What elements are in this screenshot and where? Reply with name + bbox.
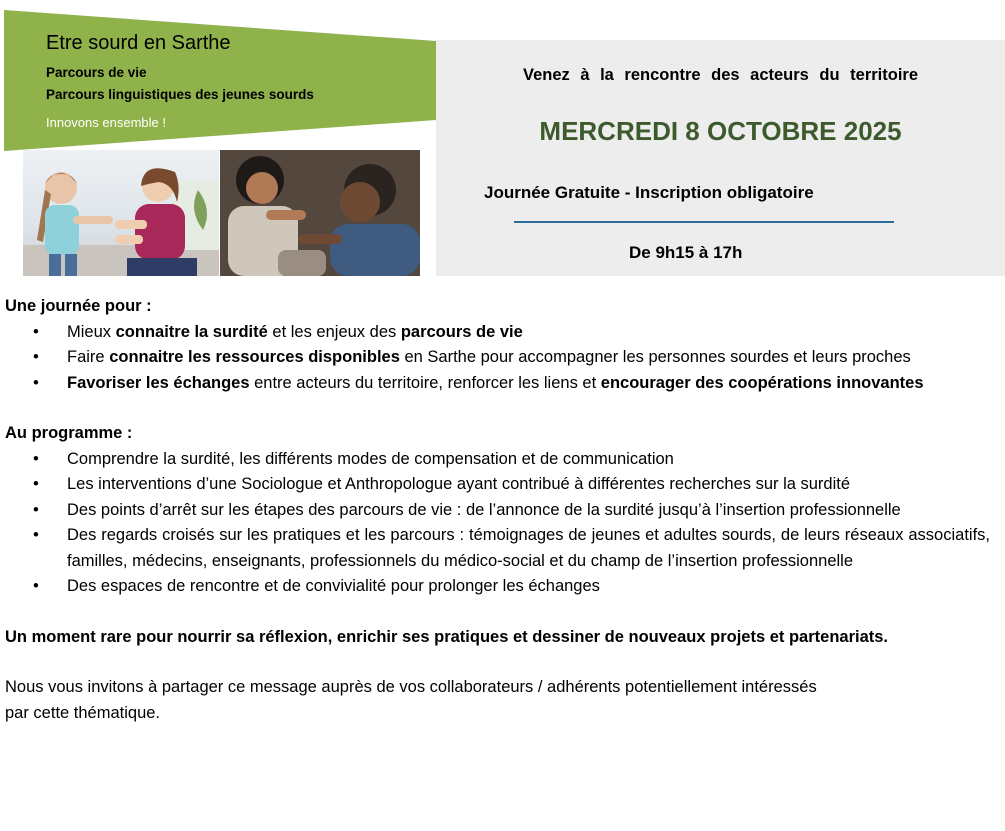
list-item (5, 523, 990, 574)
event-headline: Venez à la rencontre des acteurs du territoire (522, 66, 919, 84)
bullet-icon: • (33, 373, 39, 392)
text: Des regards croisés sur les pratiques et les parcours : témoignages de jeunes et adultes sourds, de leurs réseaux associatifs, familles, médecins, enseignants, professionnels du médico-social et du champ de l’insertion professionnelle (67, 526, 990, 570)
bold-text: encourager des coopérations innovantes (600, 373, 924, 392)
bold-text: connaitre la surdité (115, 322, 268, 341)
text: et les enjeux des (267, 322, 401, 341)
section-heading-program: Au programme : (5, 424, 133, 442)
bold-text: parcours de vie (400, 322, 523, 341)
list-item (5, 320, 990, 346)
text: Des espaces de rencontre et de convivialité pour prolonger les échanges (67, 577, 600, 595)
header-banner (4, 10, 436, 151)
list-item (5, 498, 990, 524)
event-date: MERCREDI 8 OCTOBRE 2025 (539, 116, 902, 146)
bold-text: connaitre les ressources disponibles (109, 348, 400, 366)
section-heading-goals: Une journée pour : (5, 297, 152, 315)
invite-line-2: par cette thématique. (5, 703, 161, 722)
sign-language-photo-2 (220, 150, 420, 276)
list-item (5, 472, 990, 498)
photo-illustration-1 (23, 150, 219, 276)
text: Comprendre la surdité, les différents modes de compensation et de communication (67, 449, 674, 468)
closing-statement: Un moment rare pour nourrir sa réflexion, enrichir ses pratiques et dessiner de nouveaux projets et partenariats. (5, 627, 889, 646)
bullet-icon: • (33, 475, 39, 493)
bullet-icon: • (33, 348, 39, 366)
bullet-icon: • (33, 526, 39, 544)
body-content (5, 294, 990, 726)
list-item (5, 345, 990, 371)
list-item (5, 447, 990, 473)
invite-line-1: Nous vous invitons à partager ce message auprès de vos collaborateurs / adhérents potentiellement intéressés (5, 678, 817, 696)
text: Les interventions d’une Sociologue et Anthropologue ayant contribué à différentes recherches sur la surdité (67, 475, 851, 493)
banner-line-1: Parcours de vie (46, 65, 147, 80)
photo-illustration-2 (220, 150, 420, 276)
list-item (5, 574, 990, 600)
event-subtitle: Journée Gratuite - Inscription obligatoire (484, 183, 814, 202)
event-time: De 9h15 à 17h (629, 243, 743, 262)
separator-line (514, 221, 894, 223)
banner-title: Etre sourd en Sarthe (46, 32, 231, 54)
text: Des points d’arrêt sur les étapes des parcours de vie : de l’annonce de la surdité jusqu’à l’insertion professionnelle (67, 500, 901, 519)
sign-language-photo-1 (23, 150, 219, 276)
event-info-box (436, 40, 1005, 276)
banner-line-2: Parcours linguistiques des jeunes sourds (46, 87, 314, 102)
text: en Sarthe pour accompagner les personnes sourdes et leurs proches (399, 348, 911, 366)
bold-text: Favoriser les échanges (67, 373, 250, 392)
goals-list (5, 320, 990, 397)
text: entre acteurs du territoire, renforcer les liens et (249, 373, 601, 392)
bullet-icon: • (33, 500, 39, 519)
program-list (5, 447, 990, 600)
text: Mieux (67, 322, 116, 341)
bullet-icon: • (33, 322, 39, 341)
text: Faire (67, 348, 110, 366)
banner-tagline: Innovons ensemble ! (46, 115, 166, 130)
bullet-icon: • (33, 577, 39, 595)
bullet-icon: • (33, 449, 39, 468)
list-item (5, 371, 990, 397)
photo-strip (23, 150, 420, 276)
